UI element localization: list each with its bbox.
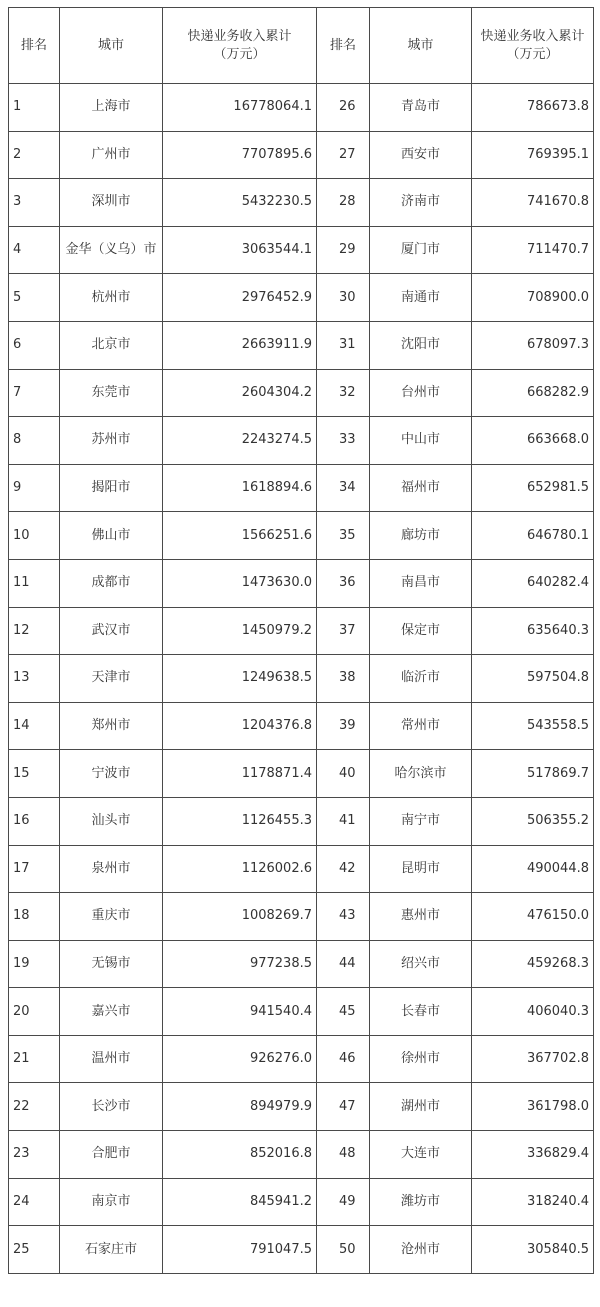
income-cell: 318240.4 <box>472 1178 594 1226</box>
rank-cell: 49 <box>317 1178 370 1226</box>
city-cell: 沈阳市 <box>370 321 472 369</box>
rank-cell: 23 <box>9 1131 60 1179</box>
header-city-left: 城市 <box>60 8 163 84</box>
rank-cell: 37 <box>317 607 370 655</box>
table-row <box>9 464 594 512</box>
table-row <box>9 417 594 465</box>
city-cell: 西安市 <box>370 131 472 179</box>
city-cell: 泉州市 <box>60 845 163 893</box>
table-row <box>9 512 594 560</box>
income-cell: 2976452.9 <box>163 274 317 322</box>
income-cell: 845941.2 <box>163 1178 317 1226</box>
city-cell: 南昌市 <box>370 559 472 607</box>
city-cell: 昆明市 <box>370 845 472 893</box>
city-cell: 沧州市 <box>370 1226 472 1274</box>
rank-cell: 21 <box>9 1035 60 1083</box>
income-cell: 646780.1 <box>472 512 594 560</box>
income-cell: 305840.5 <box>472 1226 594 1274</box>
income-cell: 1178871.4 <box>163 750 317 798</box>
city-cell: 成都市 <box>60 559 163 607</box>
city-cell: 福州市 <box>370 464 472 512</box>
income-cell: 791047.5 <box>163 1226 317 1274</box>
rank-cell: 32 <box>317 369 370 417</box>
rank-cell: 4 <box>9 226 60 274</box>
rank-cell: 11 <box>9 559 60 607</box>
income-cell: 476150.0 <box>472 893 594 941</box>
income-cell: 506355.2 <box>472 797 594 845</box>
city-cell: 苏州市 <box>60 417 163 465</box>
rank-cell: 40 <box>317 750 370 798</box>
income-cell: 1204376.8 <box>163 702 317 750</box>
table-row <box>9 369 594 417</box>
income-cell: 3063544.1 <box>163 226 317 274</box>
income-cell: 941540.4 <box>163 988 317 1036</box>
rank-cell: 14 <box>9 702 60 750</box>
rank-cell: 3 <box>9 179 60 227</box>
express-income-ranking-table <box>8 7 594 1274</box>
income-cell: 2663911.9 <box>163 321 317 369</box>
city-cell: 南宁市 <box>370 797 472 845</box>
city-cell: 潍坊市 <box>370 1178 472 1226</box>
rank-cell: 9 <box>9 464 60 512</box>
header-income-right <box>472 8 594 84</box>
header-income-left <box>163 8 317 84</box>
city-cell: 常州市 <box>370 702 472 750</box>
city-cell: 宁波市 <box>60 750 163 798</box>
header-income-title: 快递业务收入累计 <box>480 28 585 44</box>
table-row <box>9 1035 594 1083</box>
income-cell: 7707895.6 <box>163 131 317 179</box>
table-row <box>9 226 594 274</box>
city-cell: 嘉兴市 <box>60 988 163 1036</box>
rank-cell: 47 <box>317 1083 370 1131</box>
rank-cell: 48 <box>317 1131 370 1179</box>
rank-cell: 15 <box>9 750 60 798</box>
rank-cell: 27 <box>317 131 370 179</box>
city-cell: 郑州市 <box>60 702 163 750</box>
rank-cell: 36 <box>317 559 370 607</box>
table-row <box>9 131 594 179</box>
income-cell: 786673.8 <box>472 84 594 132</box>
table-row <box>9 1131 594 1179</box>
table-row <box>9 1083 594 1131</box>
city-cell: 徐州市 <box>370 1035 472 1083</box>
rank-cell: 20 <box>9 988 60 1036</box>
header-income-unit: （万元） <box>506 46 559 62</box>
city-cell: 长沙市 <box>60 1083 163 1131</box>
income-cell: 597504.8 <box>472 655 594 703</box>
income-cell: 1618894.6 <box>163 464 317 512</box>
income-cell: 16778064.1 <box>163 84 317 132</box>
income-cell: 517869.7 <box>472 750 594 798</box>
header-row <box>9 8 594 84</box>
rank-cell: 2 <box>9 131 60 179</box>
header-income-unit: （万元） <box>213 46 266 62</box>
rank-cell: 25 <box>9 1226 60 1274</box>
rank-cell: 38 <box>317 655 370 703</box>
city-cell: 哈尔滨市 <box>370 750 472 798</box>
rank-cell: 7 <box>9 369 60 417</box>
city-cell: 无锡市 <box>60 940 163 988</box>
income-cell: 678097.3 <box>472 321 594 369</box>
income-cell: 894979.9 <box>163 1083 317 1131</box>
rank-cell: 26 <box>317 84 370 132</box>
income-cell: 711470.7 <box>472 226 594 274</box>
table-row <box>9 797 594 845</box>
city-cell: 惠州市 <box>370 893 472 941</box>
rank-cell: 22 <box>9 1083 60 1131</box>
income-cell: 652981.5 <box>472 464 594 512</box>
rank-cell: 8 <box>9 417 60 465</box>
city-cell: 绍兴市 <box>370 940 472 988</box>
rank-cell: 45 <box>317 988 370 1036</box>
header-income-title: 快递业务收入累计 <box>187 28 292 44</box>
header-rank-right: 排名 <box>317 8 370 84</box>
table-row <box>9 845 594 893</box>
city-cell: 揭阳市 <box>60 464 163 512</box>
income-cell: 336829.4 <box>472 1131 594 1179</box>
rank-cell: 43 <box>317 893 370 941</box>
city-cell: 南通市 <box>370 274 472 322</box>
table-row <box>9 988 594 1036</box>
rank-cell: 18 <box>9 893 60 941</box>
income-cell: 1008269.7 <box>163 893 317 941</box>
table-row <box>9 607 594 655</box>
city-cell: 济南市 <box>370 179 472 227</box>
table-row <box>9 559 594 607</box>
city-cell: 青岛市 <box>370 84 472 132</box>
income-cell: 1473630.0 <box>163 559 317 607</box>
rank-cell: 17 <box>9 845 60 893</box>
city-cell: 临沂市 <box>370 655 472 703</box>
rank-cell: 29 <box>317 226 370 274</box>
rank-cell: 19 <box>9 940 60 988</box>
income-cell: 635640.3 <box>472 607 594 655</box>
city-cell: 汕头市 <box>60 797 163 845</box>
income-cell: 406040.3 <box>472 988 594 1036</box>
city-cell: 石家庄市 <box>60 1226 163 1274</box>
income-cell: 2243274.5 <box>163 417 317 465</box>
income-cell: 668282.9 <box>472 369 594 417</box>
income-cell: 926276.0 <box>163 1035 317 1083</box>
city-cell: 大连市 <box>370 1131 472 1179</box>
city-cell: 天津市 <box>60 655 163 703</box>
city-cell: 廊坊市 <box>370 512 472 560</box>
city-cell: 北京市 <box>60 321 163 369</box>
income-cell: 1249638.5 <box>163 655 317 703</box>
income-cell: 543558.5 <box>472 702 594 750</box>
income-cell: 5432230.5 <box>163 179 317 227</box>
city-cell: 温州市 <box>60 1035 163 1083</box>
rank-cell: 24 <box>9 1178 60 1226</box>
city-cell: 湖州市 <box>370 1083 472 1131</box>
rank-cell: 35 <box>317 512 370 560</box>
rank-cell: 33 <box>317 417 370 465</box>
rank-cell: 31 <box>317 321 370 369</box>
city-cell: 上海市 <box>60 84 163 132</box>
table-row <box>9 702 594 750</box>
income-cell: 852016.8 <box>163 1131 317 1179</box>
table-row <box>9 84 594 132</box>
income-cell: 769395.1 <box>472 131 594 179</box>
city-cell: 台州市 <box>370 369 472 417</box>
city-cell: 广州市 <box>60 131 163 179</box>
income-cell: 1450979.2 <box>163 607 317 655</box>
rank-cell: 10 <box>9 512 60 560</box>
rank-cell: 50 <box>317 1226 370 1274</box>
table-header <box>9 8 594 84</box>
city-cell: 长春市 <box>370 988 472 1036</box>
rank-cell: 34 <box>317 464 370 512</box>
city-cell: 杭州市 <box>60 274 163 322</box>
city-cell: 武汉市 <box>60 607 163 655</box>
rank-cell: 41 <box>317 797 370 845</box>
rank-cell: 6 <box>9 321 60 369</box>
table-row <box>9 1226 594 1274</box>
city-cell: 中山市 <box>370 417 472 465</box>
rank-cell: 16 <box>9 797 60 845</box>
header-city-right: 城市 <box>370 8 472 84</box>
income-cell: 1126002.6 <box>163 845 317 893</box>
rank-cell: 30 <box>317 274 370 322</box>
income-cell: 367702.8 <box>472 1035 594 1083</box>
rank-cell: 42 <box>317 845 370 893</box>
city-cell: 东莞市 <box>60 369 163 417</box>
rank-cell: 44 <box>317 940 370 988</box>
table-row <box>9 179 594 227</box>
income-cell: 977238.5 <box>163 940 317 988</box>
income-cell: 1566251.6 <box>163 512 317 560</box>
rank-cell: 13 <box>9 655 60 703</box>
table-row <box>9 893 594 941</box>
city-cell: 深圳市 <box>60 179 163 227</box>
income-cell: 663668.0 <box>472 417 594 465</box>
header-rank-left: 排名 <box>9 8 60 84</box>
income-cell: 741670.8 <box>472 179 594 227</box>
city-cell: 金华（义乌）市 <box>60 226 163 274</box>
income-cell: 490044.8 <box>472 845 594 893</box>
income-cell: 1126455.3 <box>163 797 317 845</box>
rank-cell: 5 <box>9 274 60 322</box>
table-body <box>9 84 594 1274</box>
city-cell: 重庆市 <box>60 893 163 941</box>
income-cell: 640282.4 <box>472 559 594 607</box>
income-cell: 708900.0 <box>472 274 594 322</box>
city-cell: 南京市 <box>60 1178 163 1226</box>
city-cell: 厦门市 <box>370 226 472 274</box>
city-cell: 佛山市 <box>60 512 163 560</box>
table-row <box>9 321 594 369</box>
income-cell: 361798.0 <box>472 1083 594 1131</box>
city-cell: 合肥市 <box>60 1131 163 1179</box>
table-row <box>9 655 594 703</box>
income-cell: 2604304.2 <box>163 369 317 417</box>
rank-cell: 39 <box>317 702 370 750</box>
rank-cell: 12 <box>9 607 60 655</box>
table-row <box>9 1178 594 1226</box>
table-row <box>9 750 594 798</box>
table-row <box>9 274 594 322</box>
income-cell: 459268.3 <box>472 940 594 988</box>
rank-cell: 28 <box>317 179 370 227</box>
city-cell: 保定市 <box>370 607 472 655</box>
rank-cell: 46 <box>317 1035 370 1083</box>
table-row <box>9 940 594 988</box>
rank-cell: 1 <box>9 84 60 132</box>
